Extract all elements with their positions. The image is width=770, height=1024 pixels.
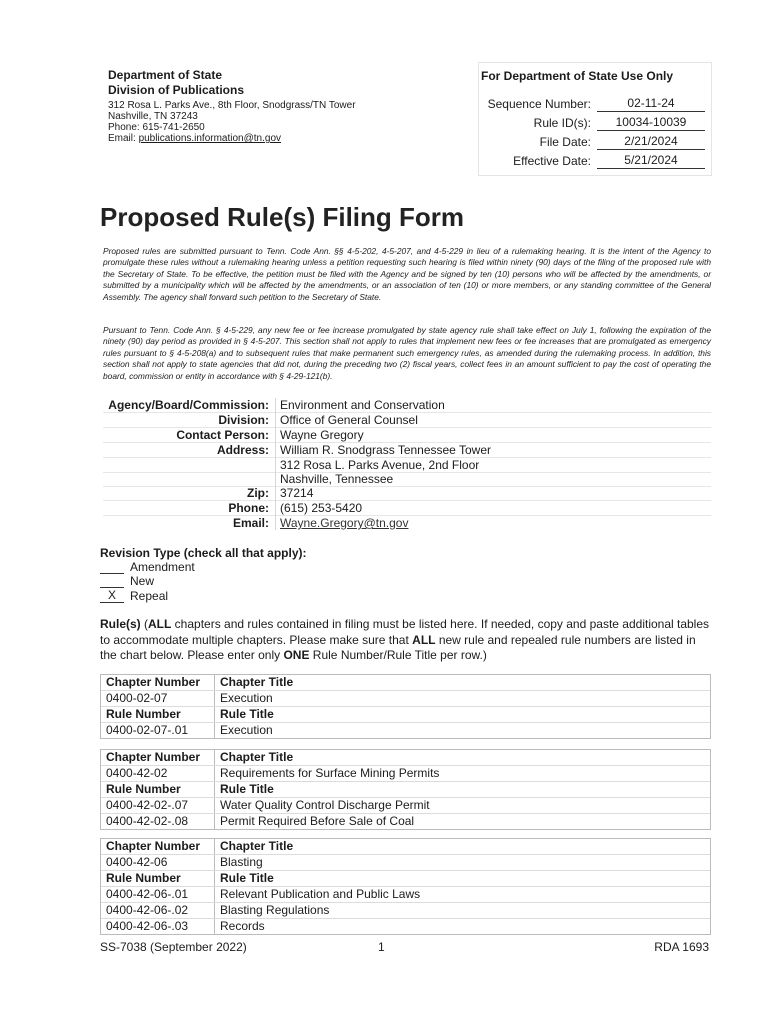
email-label: Email: <box>232 516 269 530</box>
rule-ids-row <box>479 114 709 134</box>
revision-checkbox-amendment[interactable] <box>100 560 124 574</box>
state-use-title: For Department of State Use Only <box>481 69 674 83</box>
rules-table-1 <box>100 674 711 739</box>
chapter-title: Blasting <box>220 855 263 869</box>
revision-checkbox-new[interactable] <box>100 574 124 588</box>
table-row <box>101 855 710 871</box>
rules-note-part: ALL <box>412 632 436 647</box>
agency-label: Agency/Board/Commission: <box>108 398 269 412</box>
revision-checkbox-repeal[interactable]: X <box>100 589 124 603</box>
effective-date-label: Effective Date: <box>513 154 591 168</box>
table-row <box>101 750 710 766</box>
phone-label: Phone: <box>228 501 269 515</box>
form-title: Proposed Rule(s) Filing Form <box>100 202 465 232</box>
chapter-number: 0400-42-02 <box>106 766 168 780</box>
email-row <box>103 516 711 531</box>
sequence-number-value: 02-11-24 <box>597 95 705 112</box>
rules-note-part: ONE <box>283 648 310 662</box>
address-row-1 <box>103 443 711 458</box>
file-date-label: File Date: <box>539 135 591 149</box>
intro-paragraph-2: Pursuant to Tenn. Code Ann. § 4-5-229, any new fee or fee increase promulgated by state agency rule shall take effect on July 1, following the expiration of the ninety (90) day period as provided in § 4-5-207. This section shall not apply to rules that implement new fees or fee increases that are promulgated as emergency rules pursuant to § 4-5-208(a) and to subsequent rules that make permanent such emergency rules, as amended during the rulemaking process. In addition, this section shall not apply to state agencies that did not, during the preceding two (2) fiscal years, collect fees in an amount sufficient to pay the cost of operating the board, commission or entity in accordance with § 4-29-121(b). <box>103 325 711 381</box>
rule-number: 0400-42-06-.03 <box>106 919 189 933</box>
contact-label: Contact Person: <box>176 428 269 442</box>
table-row <box>101 675 710 691</box>
address-row-3 <box>103 472 711 487</box>
publisher-address: 312 Rosa L. Parks Ave., 8th Floor, Snodgrass/TN Tower <box>108 100 356 111</box>
department-name: Department of State <box>108 68 223 82</box>
rules-note-part: new rule and repealed rule numbers are listed in the chart below. Please enter only <box>100 632 696 662</box>
revision-label-new: New <box>130 574 155 588</box>
publisher-email-link[interactable]: publications.information@tn.gov <box>138 133 282 144</box>
sequence-number-row <box>479 95 709 115</box>
rule-number-header: Rule Number <box>106 707 181 721</box>
publisher-email-label: Email: <box>108 133 139 144</box>
email-link[interactable]: Wayne.Gregory@tn.gov <box>280 516 409 530</box>
rules-note-part: Rule(s) <box>100 617 141 631</box>
form-id: SS-7038 (September 2022) <box>100 940 247 954</box>
chapter-number-header: Chapter Number <box>106 750 201 764</box>
page-footer <box>100 940 709 955</box>
phone-value: (615) 253-5420 <box>280 501 363 515</box>
effective-date-row <box>479 152 709 172</box>
rules-note-part: chapters and rules contained in filing must be listed here. If needed, copy and paste additional tables to accommodate multiple chapters. Please make sure that <box>100 617 710 647</box>
rule-ids-value: 10034-10039 <box>597 114 705 131</box>
rule-number-header: Rule Number <box>106 782 181 796</box>
rule-number-header: Rule Number <box>106 871 181 885</box>
table-row <box>101 707 710 723</box>
table-row <box>101 814 710 829</box>
table-row <box>101 839 710 855</box>
file-date-value: 2/21/2024 <box>597 133 705 150</box>
rules-instructions <box>100 617 715 664</box>
revision-label-amendment: Amendment <box>130 560 195 574</box>
rule-title: Blasting Regulations <box>220 903 330 917</box>
publisher-city: Nashville, TN 37243 <box>108 111 198 122</box>
page-number: 1 <box>378 940 385 954</box>
rda-number: RDA 1693 <box>654 940 709 954</box>
publisher-phone: Phone: 615-741-2650 <box>108 122 205 133</box>
rule-title-header: Rule Title <box>220 707 274 721</box>
division-row <box>103 413 711 428</box>
zip-label: Zip: <box>247 486 269 500</box>
file-date-row <box>479 133 709 153</box>
table-row <box>101 691 710 707</box>
rule-number: 0400-42-02-.07 <box>106 798 189 812</box>
table-row <box>101 798 710 814</box>
column-divider <box>275 398 276 530</box>
chapter-number: 0400-02-07 <box>106 691 168 705</box>
publisher-block <box>108 68 468 144</box>
contact-row <box>103 428 711 443</box>
division-label: Division: <box>218 413 269 427</box>
address-line-1: William R. Snodgrass Tennessee Tower <box>280 443 491 457</box>
rule-number: 0400-42-06-.01 <box>106 887 189 901</box>
address-line-3: Nashville, Tennessee <box>280 472 394 486</box>
rules-note-part: ( <box>140 617 149 631</box>
address-line-2: 312 Rosa L. Parks Avenue, 2nd Floor <box>280 458 480 472</box>
rules-table-2 <box>100 749 711 830</box>
table-row <box>101 871 710 887</box>
rule-title-header: Rule Title <box>220 782 274 796</box>
rules-table-3 <box>100 838 711 935</box>
rule-title: Records <box>220 919 265 933</box>
chapter-title: Requirements for Surface Mining Permits <box>220 766 440 780</box>
zip-value: 37214 <box>280 486 314 500</box>
address-row-2 <box>103 458 711 473</box>
rules-note-part: Rule Number/Rule Title per row.) <box>309 648 487 662</box>
chapter-title-header: Chapter Title <box>220 750 294 764</box>
rule-title: Permit Required Before Sale of Coal <box>220 814 415 828</box>
rule-number: 0400-42-06-.02 <box>106 903 189 917</box>
state-use-box <box>478 62 712 176</box>
intro-paragraph-1: Proposed rules are submitted pursuant to Tenn. Code Ann. §§ 4-5-202, 4-5-207, and 4-5-229 in lieu of a rulemaking hearing. It is the intent of the Agency to promulgate these rules without a rulemaking hearing unless a petition requesting such hearing is filed within ninety (90) days of the filing of the proposed rule with the Secretary of State. To be effective, the petition must be filed with the Agency and be signed by ten (10) persons who will be affected by the amendments, or submitted by a municipality which will be affected by the amendments, or an association of ten (10) or more members, or any standing committee of the General Assembly. The agency shall forward such petition to the Secretary of State. <box>103 246 711 302</box>
rule-title: Execution <box>220 723 273 737</box>
table-row <box>101 723 710 738</box>
effective-date-value: 5/21/2024 <box>597 152 705 169</box>
agency-row <box>103 398 711 413</box>
phone-row <box>103 501 711 516</box>
table-row <box>101 903 710 919</box>
division-value: Office of General Counsel <box>280 413 418 427</box>
chapter-number-header: Chapter Number <box>106 839 201 853</box>
chapter-number-header: Chapter Number <box>106 675 201 689</box>
contact-value: Wayne Gregory <box>280 428 364 442</box>
rule-number: 0400-02-07-.01 <box>106 723 189 737</box>
zip-row <box>103 486 711 501</box>
chapter-title-header: Chapter Title <box>220 839 294 853</box>
division-name: Division of Publications <box>108 83 245 97</box>
sequence-number-label: Sequence Number: <box>487 97 591 111</box>
table-row <box>101 782 710 798</box>
chapter-title: Execution <box>220 691 273 705</box>
rule-number: 0400-42-02-.08 <box>106 814 189 828</box>
rule-ids-label: Rule ID(s): <box>533 116 591 130</box>
table-row <box>101 887 710 903</box>
chapter-title-header: Chapter Title <box>220 675 294 689</box>
rule-title-header: Rule Title <box>220 871 274 885</box>
revision-label-repeal: Repeal <box>130 589 169 603</box>
publisher-email-line <box>108 133 468 144</box>
rule-title: Water Quality Control Discharge Permit <box>220 798 430 812</box>
chapter-number: 0400-42-06 <box>106 855 168 869</box>
table-row <box>101 919 710 934</box>
rules-note-part: ALL <box>148 617 172 631</box>
agency-value: Environment and Conservation <box>280 398 445 412</box>
rule-title: Relevant Publication and Public Laws <box>220 887 421 901</box>
table-row <box>101 766 710 782</box>
address-label: Address: <box>216 443 269 457</box>
revision-type-title: Revision Type (check all that apply): <box>100 546 307 560</box>
